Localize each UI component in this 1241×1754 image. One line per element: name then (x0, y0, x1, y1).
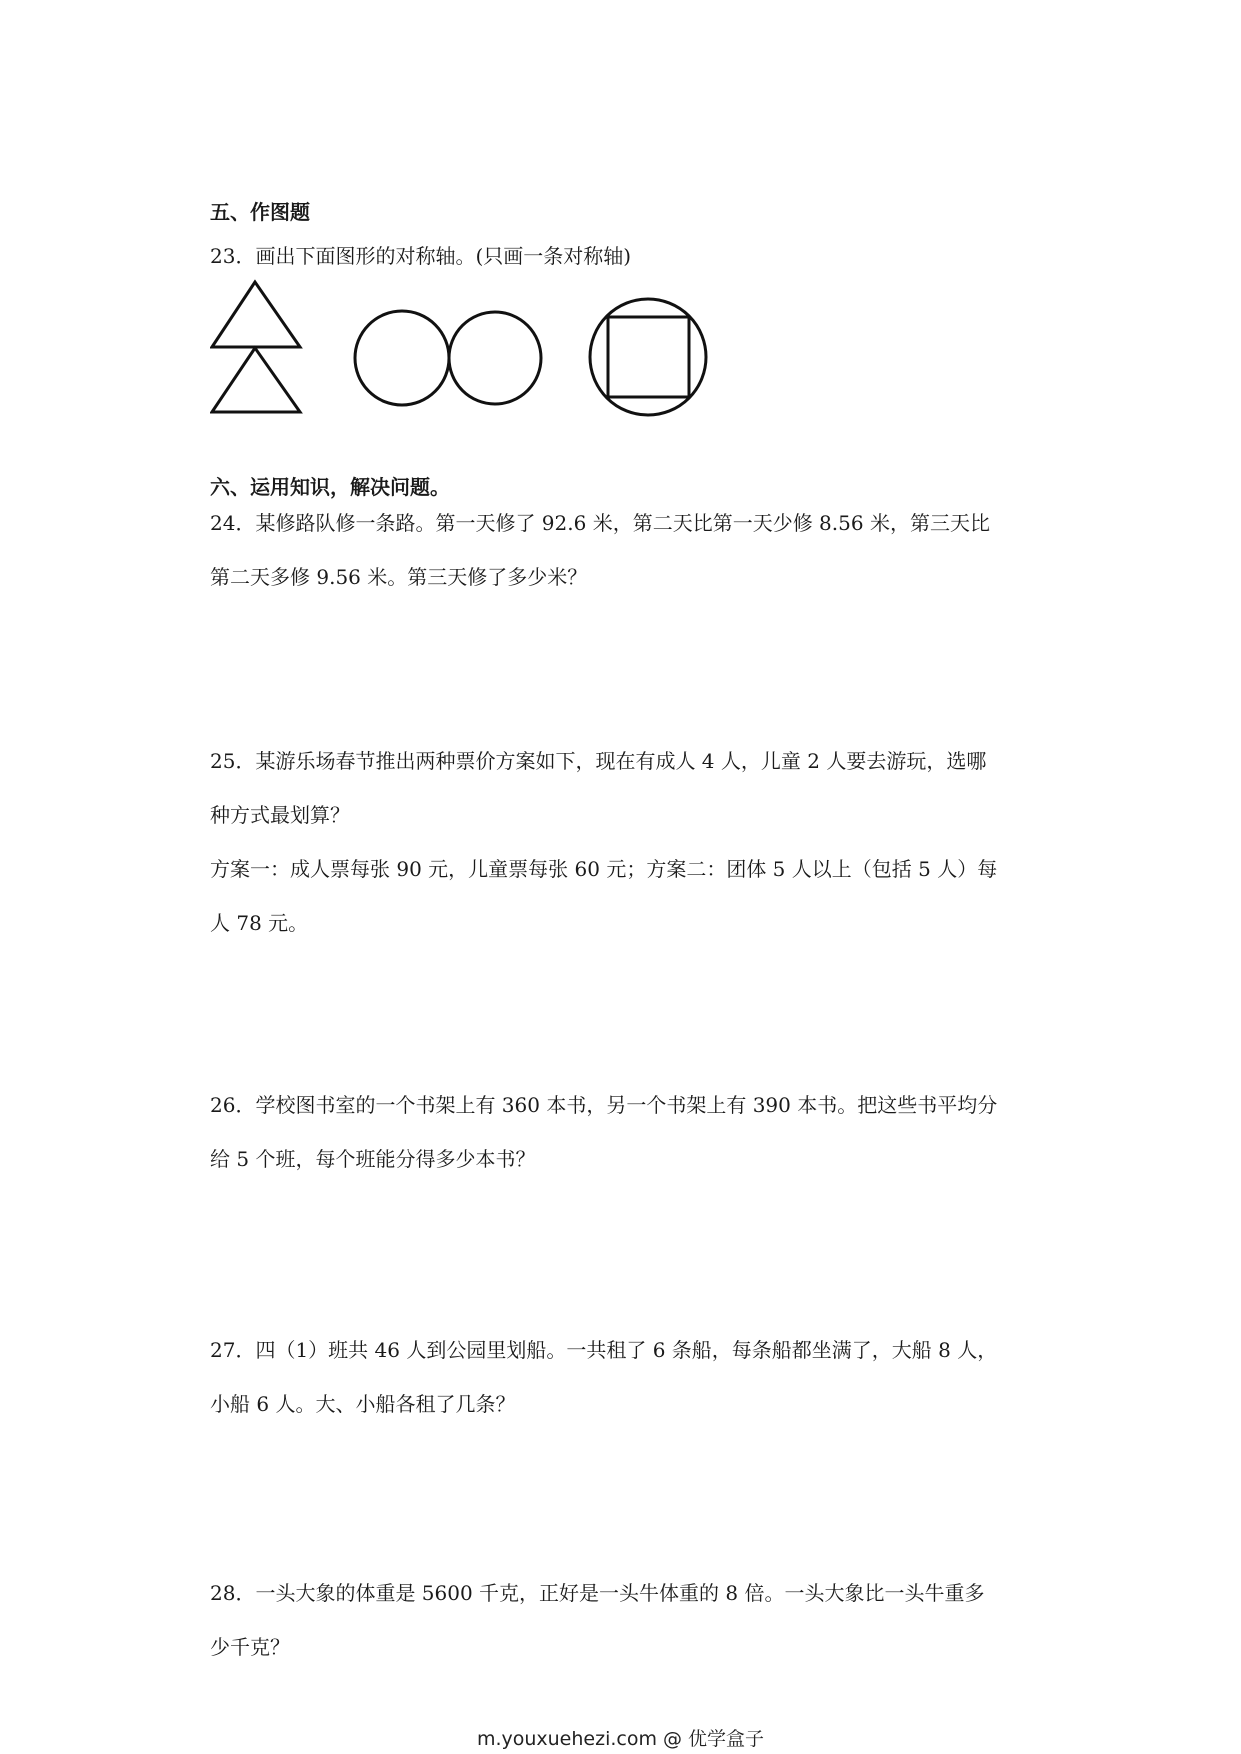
question-28-line-1: 28．一头大象的体重是 5600 千克，正好是一头牛体重的 8 倍。一头大象比一头牛重多 (210, 1581, 985, 1605)
question-24-line-1: 24．某修路队修一条路。第一天修了 92.6 米，第二天比第一天少修 8.56 米，第三天比 (210, 511, 990, 535)
question-27-line-2: 小船 6 人。大、小船各租了几条？ (210, 1392, 516, 1416)
question-26 (210, 1078, 1040, 1186)
question-25-line-2: 种方式最划算？ (210, 803, 350, 827)
two-circles-figure (355, 311, 541, 405)
question-25-line-1: 25．某游乐场春节推出两种票价方案如下，现在有成人 4 人，儿童 2 人要去游玩，选哪 (210, 749, 987, 773)
upper-triangle (212, 282, 300, 347)
question-27-line-1: 27．四（1）班共 46 人到公园里划船。一共租了 6 条船，每条船都坐满了，大船 8 人， (210, 1338, 998, 1362)
page-footer: m.youxuehezi.com @ 优学盒子 (476, 1728, 765, 1750)
lower-triangle (212, 348, 300, 412)
question-26-line-1: 26．学校图书室的一个书架上有 360 本书，另一个书架上有 390 本书。把这些书平均分 (210, 1093, 998, 1117)
question-27 (210, 1323, 1040, 1431)
question-25-line-3: 方案一：成人票每张 90 元，儿童票每张 60 元；方案二：团体 5 人以上（包括 5 人）每 (210, 857, 998, 881)
right-circle (449, 312, 541, 404)
question-28 (210, 1566, 1040, 1674)
square-in-circle-figure (590, 299, 706, 415)
section-5-title: 五、作图题 (210, 200, 310, 224)
question-25 (210, 734, 1040, 950)
two-triangles-figure (212, 282, 300, 412)
question-23-text: 23．画出下面图形的对称轴。(只画一条对称轴) (210, 244, 632, 268)
question-26-line-2: 给 5 个班，每个班能分得多少本书？ (210, 1147, 536, 1171)
symmetry-figures (210, 275, 810, 425)
section-6-title: 六、运用知识，解决问题。 (210, 475, 450, 499)
question-25-line-4: 人 78 元。 (210, 911, 309, 935)
question-28-line-2: 少千克？ (210, 1635, 290, 1659)
left-circle (355, 311, 449, 405)
question-24-line-2: 第二天多修 9.56 米。第三天修了多少米？ (210, 565, 588, 589)
question-24 (210, 496, 1040, 604)
inner-square (608, 317, 689, 397)
